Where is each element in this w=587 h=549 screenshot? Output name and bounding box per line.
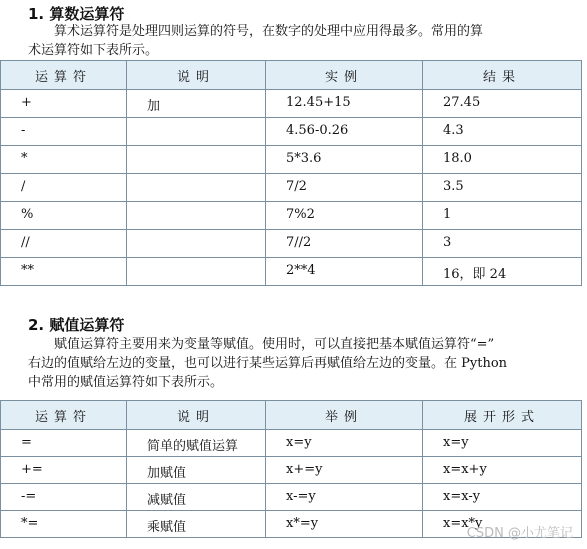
table-row [1,202,582,230]
section1-para-line1: 算术运算符是处理四则运算的符号，在数字的处理中应用得最多。常用的算 [54,24,484,39]
cell-example: x=y [266,430,423,457]
cell-result: 3 [423,230,582,258]
cell-example: 7//2 [266,230,423,258]
table-row [1,484,582,511]
cell-description [127,258,266,286]
cell-description [127,230,266,258]
cell-description [127,146,266,174]
cell-expanded-form: x=y [423,430,582,457]
cell-example: x+=y [266,457,423,484]
col-header-description: 说明 [127,61,266,90]
cell-operator: = [1,430,127,457]
table-row [1,258,582,286]
section1-para-line2: 术运算符如下表所示。 [28,43,159,58]
cell-example: x*=y [266,511,423,538]
cell-operator: -= [1,484,127,511]
section1-heading: 1. 算数运算符 [28,5,125,23]
table-row [1,430,582,457]
col-header-example: 举例 [266,401,423,430]
section2-para-line1: 赋值运算符主要用来为变量等赋值。使用时，可以直接把基本赋值运算符“=” [54,337,495,352]
cell-description [127,118,266,146]
cell-operator: / [1,174,127,202]
cell-description: 乘赋值 [127,511,266,538]
table-row [1,118,582,146]
assignment-operators-table [0,400,582,538]
cell-result: 16，即 24 [423,258,582,286]
cell-expanded-form: x=x*y [423,511,582,538]
table-header-row [1,61,582,90]
cell-example: 2**4 [266,258,423,286]
section1-paragraph [28,22,560,60]
cell-example: 7/2 [266,174,423,202]
cell-example: 4.56-0.26 [266,118,423,146]
cell-result: 1 [423,202,582,230]
cell-example: 5*3.6 [266,146,423,174]
table-header-row [1,401,582,430]
table-row [1,90,582,118]
section2-paragraph [28,335,560,392]
section2-heading: 2. 赋值运算符 [28,316,125,334]
cell-expanded-form: x=x+y [423,457,582,484]
cell-operator: % [1,202,127,230]
cell-description: 加赋值 [127,457,266,484]
col-header-example: 实例 [266,61,423,90]
cell-result: 18.0 [423,146,582,174]
cell-operator: += [1,457,127,484]
cell-description [127,202,266,230]
col-header-result: 结果 [423,61,582,90]
cell-result: 4.3 [423,118,582,146]
cell-operator: ** [1,258,127,286]
cell-expanded-form: x=x-y [423,484,582,511]
cell-operator: * [1,146,127,174]
cell-description: 简单的赋值运算 [127,430,266,457]
cell-description [127,174,266,202]
cell-operator: *= [1,511,127,538]
cell-operator: + [1,90,127,118]
cell-example: x-=y [266,484,423,511]
section2-para-line2: 右边的值赋给左边的变量，也可以进行某些运算后再赋值给左边的变量。在 Python [28,356,508,371]
watermark: CSDN @小尤笔记 [466,526,573,541]
cell-result: 27.45 [423,90,582,118]
table-row [1,230,582,258]
table-row [1,457,582,484]
table-row [1,174,582,202]
cell-example: 12.45+15 [266,90,423,118]
section2-para-line3: 中常用的赋值运算符如下表所示。 [28,375,224,390]
cell-operator: - [1,118,127,146]
col-header-description: 说明 [127,401,266,430]
cell-example: 7%2 [266,202,423,230]
cell-description: 减赋值 [127,484,266,511]
table-row [1,146,582,174]
col-header-operator: 运算符 [1,401,127,430]
arithmetic-operators-table [0,60,582,286]
col-header-expanded-form: 展开形式 [423,401,582,430]
cell-operator: // [1,230,127,258]
col-header-operator: 运算符 [1,61,127,90]
cell-result: 3.5 [423,174,582,202]
cell-description: 加 [127,90,266,118]
